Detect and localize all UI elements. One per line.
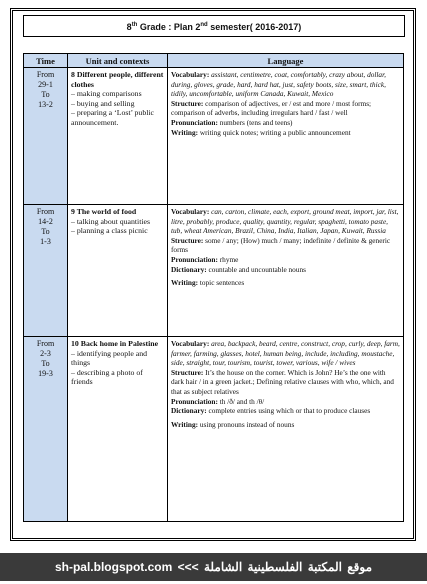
time-cell: [24, 68, 68, 205]
page-title: 8th Grade : Plan 2nd semester( 2016-2017): [23, 15, 405, 37]
col-header-unit: Unit and contexts: [68, 54, 168, 68]
footer-text[interactable]: sh-pal.blogspot.com <<< موقع المكتبة الفلسطينية الشاملة: [54, 560, 373, 574]
time-to: To: [41, 227, 50, 236]
time-cell: [24, 337, 68, 522]
language-cell: [168, 205, 404, 337]
unit-item: – buying and selling: [71, 99, 164, 109]
unit-title: 8 Different people, different clothes: [71, 70, 164, 89]
table-row: [24, 68, 404, 205]
time-end: 1-3: [40, 237, 51, 246]
dictionary-line: Dictionary: complete entries using which or that to produce clauses: [171, 406, 371, 416]
table-header-row: [24, 54, 404, 68]
structure-line: Structure: comparison of adjectives, er / est and more / most forms; comparison of adverbs, including irregulars hard / fast / well: [171, 98, 372, 118]
unit-item: – identifying people and things: [71, 349, 164, 368]
writing-line: Writing: using pronouns instead of nouns: [171, 419, 295, 429]
unit-cell: [68, 68, 168, 205]
time-from: From: [36, 207, 55, 216]
time-end: 19-3: [38, 369, 53, 378]
col-header-time: Time: [24, 54, 68, 68]
time-end: 13-2: [38, 100, 53, 109]
vocabulary-line: Vocabulary: assistant, centimetre, coat, comfortably, crazy about, dollar, during, gloves, grade, hard, hard hat, just, safety boots, size, smart, thick, tidily, uncomfortable, uniform Canada, Kuwait, Mexico: [171, 70, 386, 99]
col-header-language: Language: [168, 54, 404, 68]
unit-title: 9 The world of food: [71, 207, 137, 216]
table-row: [24, 205, 404, 337]
unit-cell: [68, 337, 168, 522]
language-cell: [168, 337, 404, 522]
pronunciation-line: Pronunciation: th /ð/ and th /θ/: [171, 396, 265, 406]
footer-banner: [0, 553, 427, 581]
unit-item: – describing a photo of friends: [71, 368, 164, 387]
language-cell: [168, 68, 404, 205]
unit-title: 10 Back home in Palestine: [71, 339, 159, 348]
time-cell: [24, 205, 68, 337]
structure-line: Structure: some / any; (How) much / many; indefinite / definite & generic forms: [171, 235, 391, 255]
vocabulary-line: Vocabulary: can, carton, climate, each, export, ground meat, import, jar, list, litre, probably, produce, quality, quantity, regular, spaghetti, tomato paste, tub, wheat American, Brazil, China, India, Italian, Japan, Kuwait, Russia: [171, 207, 399, 236]
dictionary-line: Dictionary: countable and uncountable nouns: [171, 264, 306, 274]
time-start: 14-2: [38, 217, 53, 226]
unit-cell: [68, 205, 168, 337]
time-start: 29-1: [38, 80, 53, 89]
unit-item: – preparing a ‘Lost’ public announcement.: [71, 108, 164, 127]
time-start: 2-3: [40, 349, 51, 358]
structure-line: Structure: It’s the house on the corner. Which is John? He’s the one with dark hair / in a green jacket.; Defining relative clauses with who, which, and that as subject relatives: [171, 367, 394, 396]
unit-item: – planning a class picnic: [71, 226, 164, 236]
pronunciation-line: Pronunciation: rhyme: [171, 254, 239, 264]
writing-line: Writing: topic sentences: [171, 278, 245, 288]
page-frame: [10, 8, 416, 541]
unit-item: – talking about quantities: [71, 217, 164, 227]
writing-line: Writing: writing quick notes; writing a public announcement: [171, 127, 351, 137]
pronunciation-line: Pronunciation: numbers (tens and teens): [171, 117, 293, 127]
time-to: To: [41, 90, 50, 99]
table-row: [24, 337, 404, 522]
time-from: From: [36, 339, 55, 348]
plan-table: [23, 53, 404, 522]
vocabulary-line: Vocabulary: area, backpack, beard, centre, construct, crop, curly, deep, farm, farmer, farming, glasses, hotel, human being, include, including, moustache, side, straight, tour, tourism, tourist, tower, various, wife / wives: [171, 339, 400, 368]
unit-item: – making comparisons: [71, 89, 164, 99]
time-to: To: [41, 359, 50, 368]
time-from: From: [36, 70, 55, 79]
